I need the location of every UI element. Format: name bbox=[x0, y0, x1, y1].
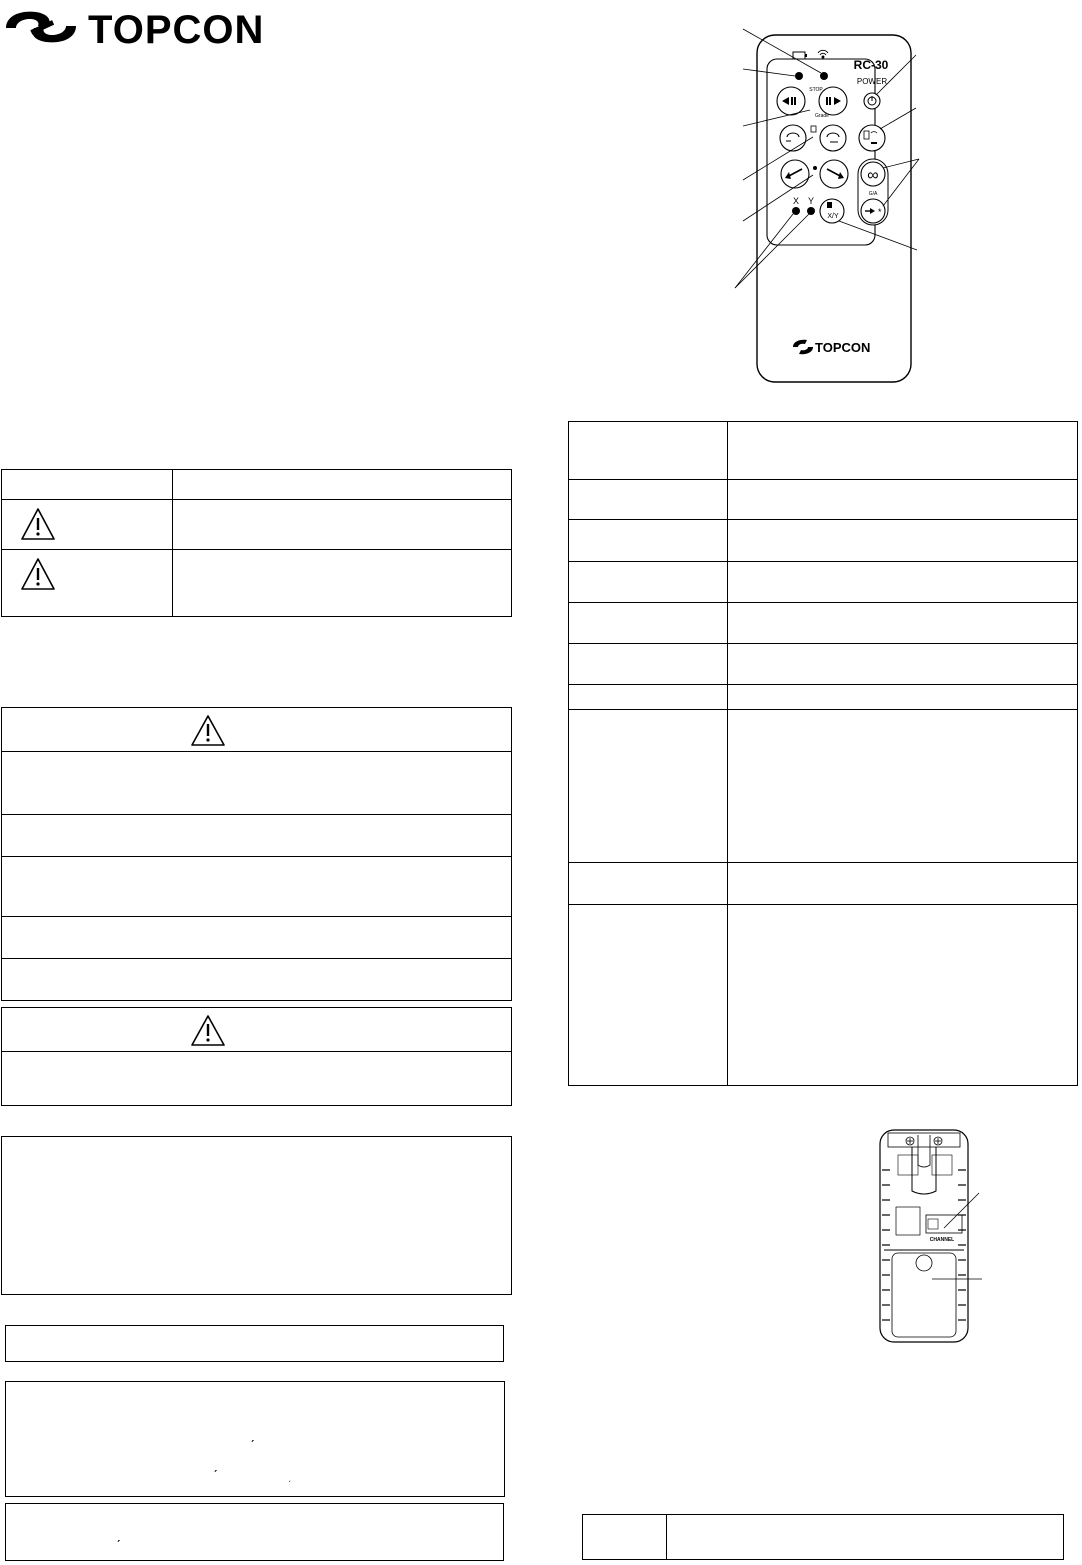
comma-mark: ˏ bbox=[116, 1526, 121, 1542]
table-row bbox=[569, 479, 1077, 480]
stop-label: STOP bbox=[809, 87, 823, 93]
rotation-button[interactable] bbox=[861, 162, 885, 186]
warning-icon bbox=[188, 713, 228, 749]
note-box bbox=[1, 1136, 512, 1295]
infinity-icon: ∞ bbox=[867, 167, 879, 184]
table-row bbox=[569, 602, 1077, 603]
x-led bbox=[792, 207, 800, 215]
specifications-table bbox=[568, 421, 1078, 1086]
warning-icon bbox=[18, 556, 58, 594]
topcon-logo-graphic bbox=[2, 8, 287, 48]
svg-text:*: * bbox=[878, 207, 882, 217]
comma-mark: ˏ bbox=[250, 1426, 255, 1442]
xy-select-button[interactable] bbox=[820, 199, 844, 223]
warning-box bbox=[1, 707, 512, 1001]
line-icon bbox=[813, 166, 817, 170]
table-cell bbox=[2, 500, 173, 550]
column-divider bbox=[666, 1515, 667, 1559]
ga-label: G/A bbox=[868, 191, 878, 197]
remote-front-view bbox=[725, 25, 925, 387]
remote-back-view bbox=[872, 1125, 992, 1349]
comma-mark: ˏ bbox=[213, 1456, 218, 1472]
divider bbox=[2, 958, 511, 959]
footer-table bbox=[582, 1514, 1064, 1560]
info-box bbox=[5, 1381, 505, 1497]
screw-icon bbox=[934, 1137, 942, 1145]
divider bbox=[2, 856, 511, 857]
signal-led bbox=[820, 72, 828, 80]
x-label: X bbox=[792, 196, 800, 206]
divider bbox=[2, 916, 511, 917]
mode-button[interactable] bbox=[859, 125, 885, 151]
y-label: Y bbox=[807, 196, 815, 206]
table-row bbox=[569, 561, 1077, 562]
step-right-button[interactable] bbox=[819, 87, 847, 115]
model-label: RC-30 bbox=[853, 58, 889, 72]
table-cell bbox=[173, 470, 512, 500]
info-box bbox=[5, 1503, 504, 1561]
table-row bbox=[569, 862, 1077, 863]
topcon-wordmark: TOPCON bbox=[88, 8, 265, 48]
comma-mark: ˏ bbox=[288, 1472, 291, 1482]
symbols-table bbox=[1, 469, 512, 617]
table-row bbox=[569, 684, 1077, 685]
scan-right-button[interactable] bbox=[820, 125, 846, 151]
divider bbox=[2, 751, 511, 752]
warning-icon bbox=[18, 506, 58, 544]
table-row bbox=[2, 500, 512, 550]
rotate-left-button[interactable] bbox=[781, 160, 809, 188]
divider bbox=[2, 1051, 511, 1052]
small-wordmark: TOPCON bbox=[815, 340, 871, 355]
y-led bbox=[807, 207, 815, 215]
screw-icon bbox=[906, 1137, 914, 1145]
table-row bbox=[569, 904, 1077, 905]
scan-left-button[interactable] bbox=[780, 125, 806, 151]
table-cell bbox=[173, 500, 512, 550]
table-row bbox=[2, 550, 512, 617]
table-row bbox=[569, 643, 1077, 644]
table-cell bbox=[2, 470, 173, 500]
battery-led bbox=[795, 72, 803, 80]
topcon-mark-icon bbox=[6, 12, 76, 43]
table-cell bbox=[173, 550, 512, 617]
back-body bbox=[880, 1130, 968, 1342]
table-cell bbox=[2, 550, 173, 617]
channel-label: CHANNEL bbox=[929, 1237, 955, 1243]
column-divider bbox=[727, 422, 728, 1085]
ga-button[interactable] bbox=[861, 199, 885, 223]
rotate-right-button[interactable] bbox=[820, 160, 848, 188]
info-box bbox=[5, 1325, 504, 1362]
grade-label: Grade bbox=[815, 113, 829, 119]
divider bbox=[2, 814, 511, 815]
xy-label: X/Y bbox=[827, 213, 839, 220]
table-row bbox=[569, 519, 1077, 520]
power-button[interactable] bbox=[864, 93, 880, 109]
caution-box bbox=[1, 1007, 512, 1106]
step-left-button[interactable] bbox=[777, 87, 805, 115]
topcon-logo bbox=[2, 8, 287, 48]
warning-icon bbox=[188, 1013, 228, 1049]
table-row bbox=[2, 470, 512, 500]
power-label: POWER bbox=[856, 77, 888, 86]
table-row bbox=[569, 709, 1077, 710]
